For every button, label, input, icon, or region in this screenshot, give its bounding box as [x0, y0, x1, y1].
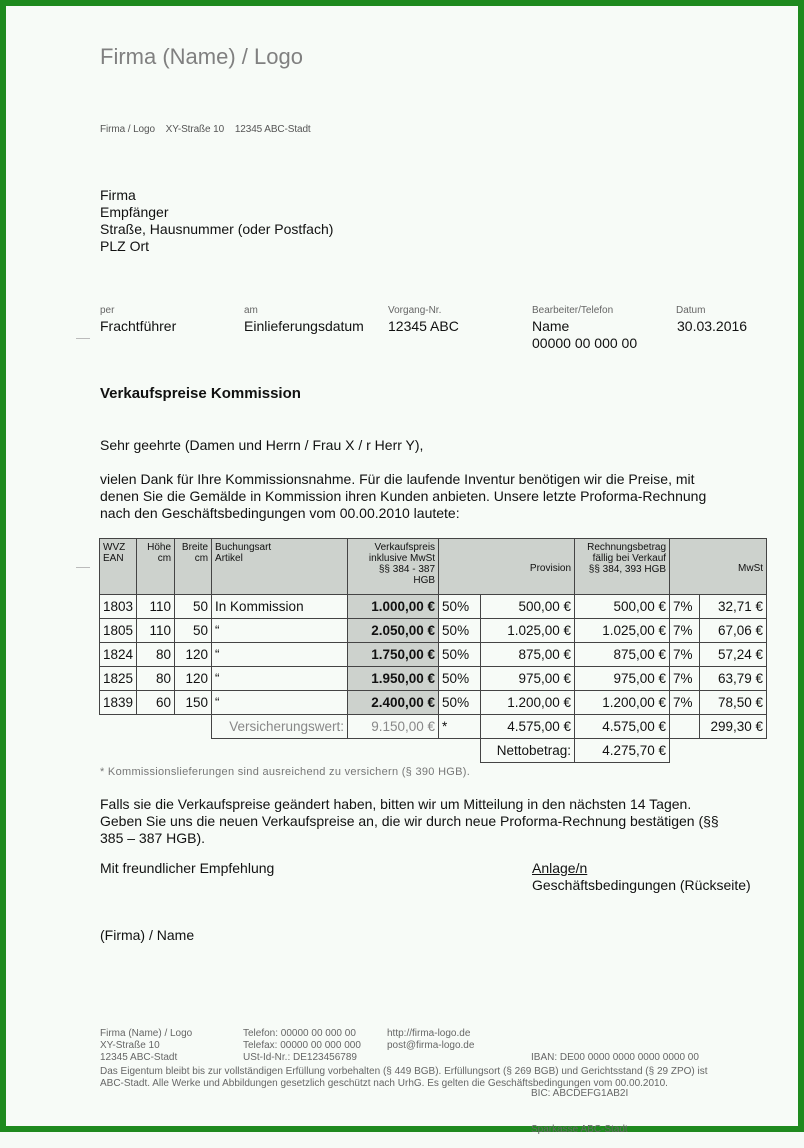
empty-cell — [670, 715, 700, 739]
intro-line: denen Sie die Gemälde in Kommission ihren Kunden anbieten. Unsere letzte Proforma-Rechnung — [100, 488, 707, 504]
table-row — [100, 643, 767, 667]
row-mwst: 63,79 € — [700, 667, 767, 691]
row-wvz: 1825 — [100, 667, 137, 691]
row-buchungsart: “ — [212, 691, 348, 715]
row-mwst: 32,71 € — [700, 595, 767, 619]
intro-line: nach den Geschäftsbedingungen vom 00.00.2010 lautete: — [100, 505, 460, 521]
meta-value-am: Einlieferungsdatum — [244, 318, 364, 334]
row-provision: 1.025,00 € — [481, 619, 575, 643]
recipient-line: PLZ Ort — [100, 238, 150, 254]
table-totals-row — [100, 715, 767, 739]
sender-line: Firma / Logo XY-Straße 10 12345 ABC-Stadt — [100, 124, 311, 135]
row-mwst: 67,06 € — [700, 619, 767, 643]
footer-line: Firma (Name) / Logo — [100, 1028, 193, 1039]
row-provision-percent: 50% — [439, 643, 481, 667]
row-provision-percent: 50% — [439, 691, 481, 715]
row-buchungsart: In Kommission — [212, 595, 348, 619]
col-header-hoehe: Höhe cm — [137, 539, 175, 595]
attachments — [532, 860, 772, 894]
meta-value-bearbeiter — [532, 318, 637, 352]
row-provision: 875,00 € — [481, 643, 575, 667]
row-mwst-percent: 7% — [670, 691, 700, 715]
company-logo-title: Firma (Name) / Logo — [100, 44, 303, 69]
col-header-wvz: WVZ EAN — [100, 539, 137, 595]
recipient-address — [100, 187, 333, 255]
footer-line: Telefon: 00000 00 000 00 — [243, 1028, 356, 1039]
row-mwst-percent: 7% — [670, 619, 700, 643]
closing-paragraph — [100, 796, 760, 847]
footer-line: IBAN: DE00 0000 0000 0000 0000 00 — [531, 1052, 699, 1063]
meta-label-vorgang: Vorgang-Nr. — [388, 305, 442, 316]
row-mwst-percent: 7% — [670, 643, 700, 667]
footer-line: XY-Straße 10 — [100, 1040, 160, 1051]
footer-line: USt-Id-Nr.: DE123456789 — [243, 1052, 357, 1063]
subject-line: Verkaufspreise Kommission — [100, 385, 301, 402]
meta-value-per: Frachtführer — [100, 318, 177, 334]
row-provision-percent: 50% — [439, 667, 481, 691]
net-amount-label: Nettobetrag: — [481, 739, 575, 763]
footer-contact — [243, 1028, 361, 1064]
table-row — [100, 667, 767, 691]
row-verkaufspreis: 2.050,00 € — [348, 619, 439, 643]
row-breite: 120 — [175, 667, 212, 691]
footer-line: Telefax: 00000 00 000 000 — [243, 1040, 361, 1051]
footer-line: 12345 ABC-Stadt — [100, 1052, 178, 1063]
footer-website-link[interactable]: http://firma-logo.de — [387, 1028, 471, 1039]
row-rechnungsbetrag: 1.200,00 € — [575, 691, 670, 715]
row-rechnungsbetrag: 500,00 € — [575, 595, 670, 619]
row-hoehe: 110 — [137, 619, 175, 643]
footer-web — [387, 1028, 474, 1052]
table-row — [100, 595, 767, 619]
row-hoehe: 80 — [137, 643, 175, 667]
row-wvz: 1805 — [100, 619, 137, 643]
table-row — [100, 691, 767, 715]
greeting: Mit freundlicher Empfehlung — [100, 860, 275, 876]
footer-line: BIC: ABCDEFG1AB2I — [531, 1088, 629, 1099]
row-buchungsart: “ — [212, 667, 348, 691]
row-rechnungsbetrag: 875,00 € — [575, 643, 670, 667]
salutation: Sehr geehrte (Damen und Herrn / Frau X / r Herr Y), — [100, 437, 424, 453]
invoice-table — [99, 538, 767, 763]
total-provision: 4.575,00 € — [481, 715, 575, 739]
total-mwst: 299,30 € — [700, 715, 767, 739]
insurance-value-label: Versicherungswert: — [212, 715, 348, 739]
table-header-row — [100, 539, 767, 595]
row-verkaufspreis: 2.400,00 € — [348, 691, 439, 715]
col-header-mwst: MwSt — [670, 539, 767, 595]
closing-line: 385 – 387 HGB). — [100, 830, 206, 846]
footer-legal-line: ABC-Stadt. Alle Werke und Abbildungen gesetzlich geschützt nach UrhG. Es gelten die Geschäftsbedingungen vom 00.00.2010. — [100, 1078, 668, 1089]
table-netto-row — [100, 739, 767, 763]
recipient-line: Firma — [100, 187, 136, 203]
meta-label-datum: Datum — [676, 305, 706, 316]
intro-paragraph — [100, 471, 760, 522]
meta-value-name: Name — [532, 318, 570, 334]
footer-email-link[interactable]: post@firma-logo.de — [387, 1040, 475, 1051]
row-rechnungsbetrag: 975,00 € — [575, 667, 670, 691]
row-breite: 50 — [175, 595, 212, 619]
meta-value-datum: 30.03.2016 — [677, 318, 748, 334]
col-header-breite: Breite cm — [175, 539, 212, 595]
row-hoehe: 110 — [137, 595, 175, 619]
row-mwst: 78,50 € — [700, 691, 767, 715]
insurance-value: 9.150,00 € — [348, 715, 439, 739]
footer-company — [100, 1028, 192, 1064]
insurance-footnote: * Kommissionslieferungen sind ausreichend zu versichern (§ 390 HGB). — [100, 766, 471, 778]
row-buchungsart: “ — [212, 643, 348, 667]
row-verkaufspreis: 1.950,00 € — [348, 667, 439, 691]
intro-line: vielen Dank für Ihre Kommissionsnahme. Für die laufende Inventur benötigen wir die Preise, mit — [100, 471, 695, 487]
insurance-note-marker: * — [439, 715, 481, 739]
row-wvz: 1839 — [100, 691, 137, 715]
row-provision: 500,00 € — [481, 595, 575, 619]
total-rechnungsbetrag: 4.575,00 € — [575, 715, 670, 739]
footer-line: Sparkasse ABC-Stadt — [531, 1124, 628, 1135]
attachment-item: Geschäftsbedingungen (Rückseite) — [532, 877, 751, 893]
col-header-rechnungsbetrag: Rechnungsbetrag fällig bei Verkauf §§ 384, 393 HGB — [575, 539, 670, 595]
recipient-line: Empfänger — [100, 204, 169, 220]
row-breite: 150 — [175, 691, 212, 715]
footer-legal — [100, 1066, 708, 1090]
attachment-label: Anlage/n — [532, 860, 588, 876]
fold-mark — [76, 567, 90, 568]
row-rechnungsbetrag: 1.025,00 € — [575, 619, 670, 643]
row-wvz: 1803 — [100, 595, 137, 619]
row-buchungsart: “ — [212, 619, 348, 643]
meta-label-am: am — [244, 305, 258, 316]
meta-label-per: per — [100, 305, 115, 316]
closing-line: Falls sie die Verkaufspreise geändert haben, bitten wir um Mitteilung in den nächsten 14 Tagen. — [100, 796, 692, 812]
row-provision-percent: 50% — [439, 595, 481, 619]
row-hoehe: 60 — [137, 691, 175, 715]
row-mwst-percent: 7% — [670, 595, 700, 619]
meta-value-vorgang: 12345 ABC — [388, 318, 459, 334]
table-row — [100, 619, 767, 643]
row-provision-percent: 50% — [439, 619, 481, 643]
row-verkaufspreis: 1.000,00 € — [348, 595, 439, 619]
col-header-verkaufspreis: Verkaufspreis inklusive MwSt §§ 384 - 387 HGB — [348, 539, 439, 595]
row-hoehe: 80 — [137, 667, 175, 691]
closing-line: Geben Sie uns die neuen Verkaufspreise an, die wir durch neue Proforma-Rechnung bestätigen (§§ — [100, 813, 719, 829]
row-wvz: 1824 — [100, 643, 137, 667]
fold-mark — [76, 338, 90, 339]
meta-value-phone: 00000 00 000 00 — [532, 335, 638, 351]
net-amount: 4.275,70 € — [575, 739, 670, 763]
row-verkaufspreis: 1.750,00 € — [348, 643, 439, 667]
row-mwst-percent: 7% — [670, 667, 700, 691]
row-breite: 50 — [175, 619, 212, 643]
row-provision: 1.200,00 € — [481, 691, 575, 715]
footer-legal-line: Das Eigentum bleibt bis zur vollständigen Erfüllung vorbehalten (§ 449 BGB). Erfüllungsort (§ 269 BGB) und Gerichtsstand (§ 29 ZPO) ist — [100, 1066, 708, 1077]
recipient-line: Straße, Hausnummer (oder Postfach) — [100, 221, 334, 237]
col-header-provision: Provision — [439, 539, 575, 595]
meta-label-bearbeiter: Bearbeiter/Telefon — [532, 305, 614, 316]
row-breite: 120 — [175, 643, 212, 667]
col-header-buchungsart: Buchungsart Artikel — [212, 539, 348, 595]
row-mwst: 57,24 € — [700, 643, 767, 667]
signature: (Firma) / Name — [100, 927, 195, 943]
row-provision: 975,00 € — [481, 667, 575, 691]
